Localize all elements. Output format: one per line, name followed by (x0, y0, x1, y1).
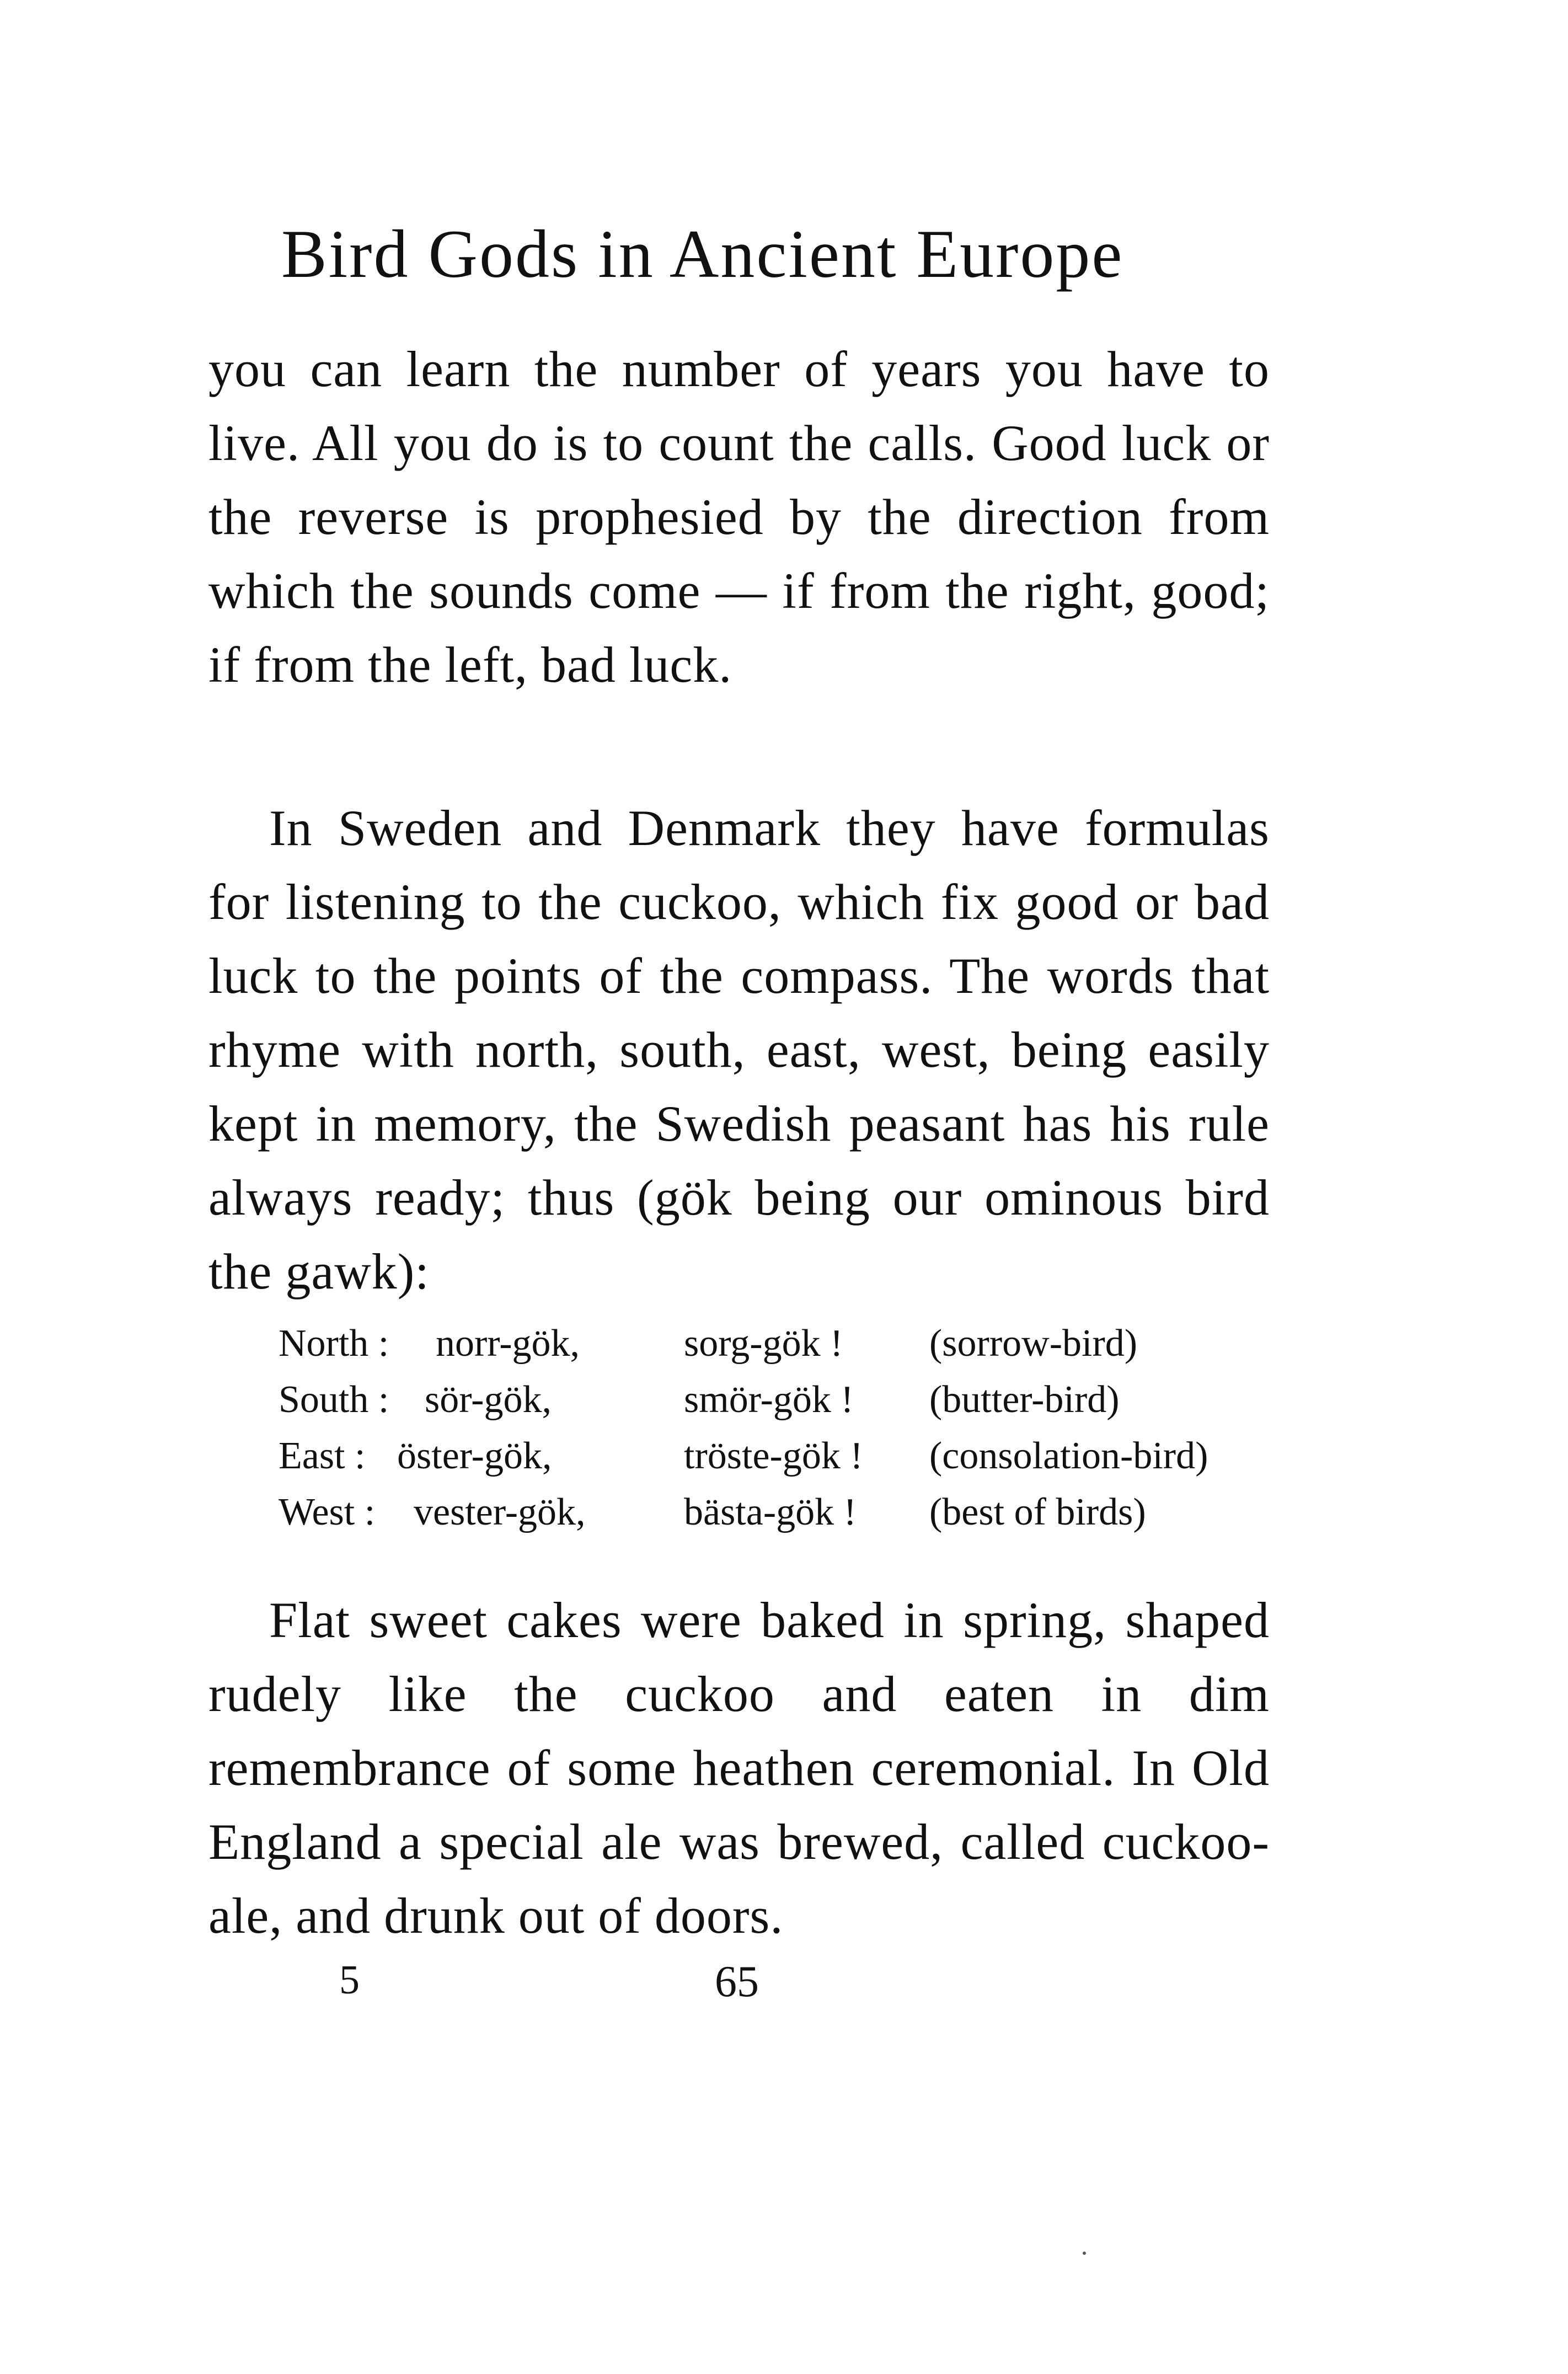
paragraph-3: Flat sweet cakes were baked in spring, shaped rudely like the cuckoo and eaten in dim remembrance of some heathen ceremonial. In Old England a special ale was brewed, called cuckoo-ale, and drunk out of doors. (208, 1592, 1270, 1944)
rhyme-gok: vester-gök, (414, 1491, 586, 1533)
rhyme-gok: sör-gök, (425, 1378, 552, 1421)
rhyme-direction: North : (279, 1322, 389, 1365)
rhyme-direction: West : (279, 1491, 376, 1533)
rhyme-exclamation: sorg-gök ! (684, 1322, 843, 1365)
rhyme-exclamation: smör-gök ! (684, 1378, 854, 1421)
rhyme-direction: South : (279, 1378, 389, 1421)
rhyme-gloss: (butter-bird) (929, 1378, 1120, 1421)
page-number: 65 (715, 1958, 759, 2006)
rhyme-gloss: (consolation-bird) (929, 1435, 1208, 1477)
rhyme-gok: norr-gök, (436, 1322, 580, 1365)
rhyme-gloss: (best of birds) (929, 1491, 1146, 1533)
paragraph-1: you can learn the number of years you have to live. All you do is to count the calls. Good luck or the reverse is prophesied by the direction from which the sounds come — if from the right, good; if from the left, bad luck. (208, 341, 1270, 693)
print-speck (1083, 2252, 1086, 2255)
rhyme-exclamation: tröste-gök ! (684, 1435, 863, 1477)
rhyme-exclamation: bästa-gök ! (684, 1491, 857, 1533)
signature-mark: 5 (339, 1958, 360, 2003)
rhyme-gloss: (sorrow-bird) (929, 1322, 1138, 1365)
rhyme-gok: öster-gök, (397, 1435, 552, 1477)
rhyme-direction: East : (279, 1435, 366, 1477)
running-title: Bird Gods in Ancient Europe (281, 216, 1124, 292)
paragraph-2: In Sweden and Denmark they have formulas for listening to the cuckoo, which fix good or bad luck to the points of the compass. The words that rhyme with north, south, east, west, being easily kept in memory, the Swedish peasant has his rule always ready; thus (gök being our ominous bird the gawk): (208, 800, 1270, 1300)
